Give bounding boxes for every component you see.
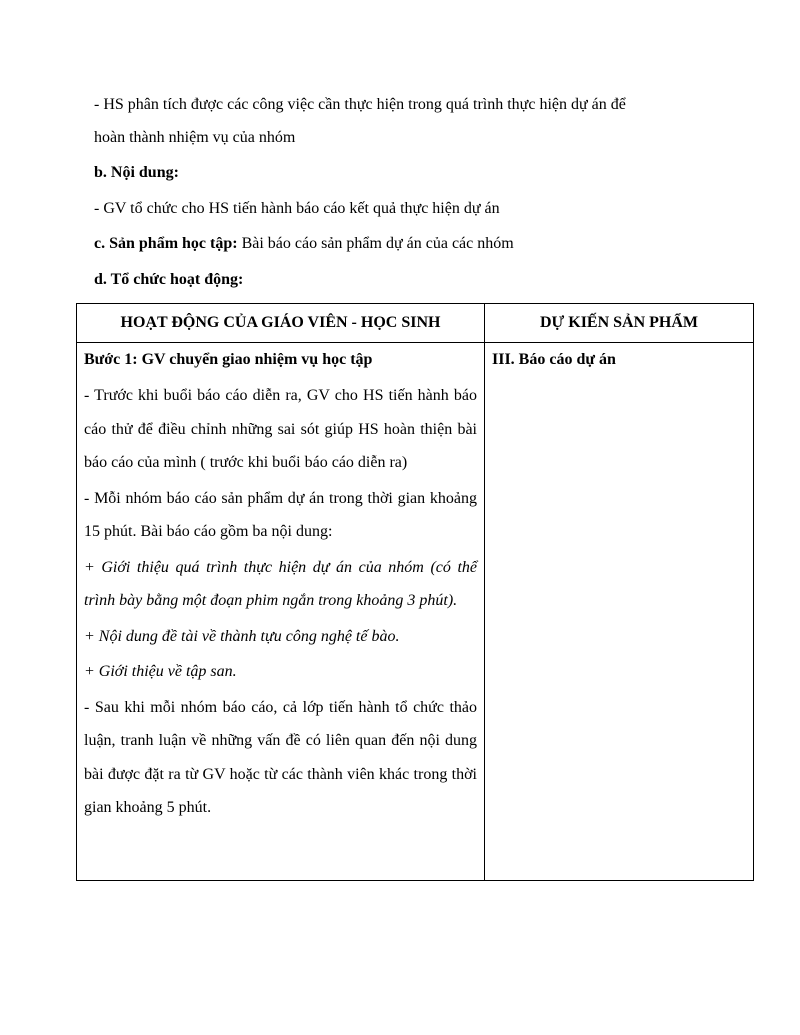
activity-item-2: + Nội dung đề tài về thành tựu công nghệ tế bào. [84,627,400,645]
step-1-heading: Bước 1: GV chuyển giao nhiệm vụ học tập [84,351,373,368]
activity-item-1: + Giới thiệu quá trình thực hiện dự án của nhóm (có thể trình bày bằng một đoạn phim ngắn trong khoảng 3 phút). [84,558,477,609]
product-text: Bài báo cáo sản phẩm dự án của các nhóm [237,235,514,252]
content-text: - GV tổ chức cho HS tiến hành báo cáo kết quả thực hiện dự án [94,200,500,217]
activity-paragraph-2: - Mỗi nhóm báo cáo sản phẩm dự án trong thời gian khoảng 15 phút. Bài báo cáo gồm ba nội dung: [84,489,477,540]
activity-item-3: + Giới thiệu về tập san. [84,663,237,680]
product-heading: III. Báo cáo dự án [492,351,616,368]
header-divider [77,342,753,343]
activity-paragraph-1: - Trước khi buổi báo cáo diễn ra, GV cho HS tiến hành báo cáo thử để điều chỉnh những sai sót giúp HS hoàn thiện bài báo cáo của mình ( trước khi buổi báo cáo diễn ra) [84,387,477,471]
activity-cell [84,349,477,827]
activity-paragraph-3: - Sau khi mỗi nhóm báo cáo, cả lớp tiến hành tổ chức thảo luận, tranh luận về những vấn đề có liên quan đến nội dung bài được đặt ra từ GV hoặc từ các thành viên khác trong thời gian khoảng 5 phút. [84,698,477,816]
product-label: c. Sản phẩm học tập: [94,235,238,252]
objective-line-2: hoàn thành nhiệm vụ của nhóm [94,129,296,146]
product-line [94,234,514,254]
column-divider [484,304,485,880]
content-heading: b. Nội dung: [94,164,179,181]
activity-table [76,303,754,881]
header-teacher-student-activity: HOẠT ĐỘNG CỦA GIÁO VIÊN - HỌC SINH [120,314,441,331]
product-cell [492,349,747,379]
organize-heading: d. Tổ chức hoạt động: [94,271,244,288]
objective-line-1: - HS phân tích được các công việc cần thực hiện trong quá trình thực hiện dự án để [94,96,626,113]
header-expected-product: DỰ KIẾN SẢN PHẨM [539,314,699,331]
